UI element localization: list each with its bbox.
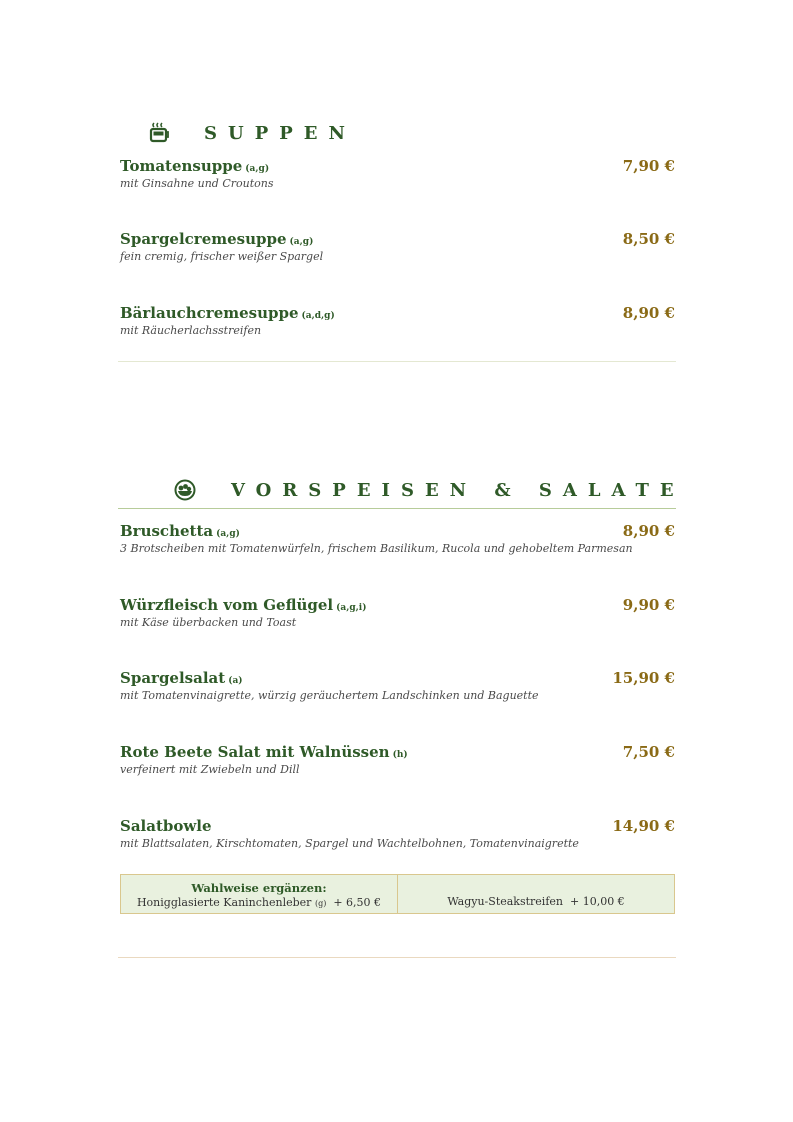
extras-option-price: + 10,00 €	[569, 895, 625, 908]
item-description: mit Ginsahne und Croutons	[120, 177, 274, 190]
item-description: mit Tomatenvinaigrette, würzig geräuchertem Landschinken und Baguette	[120, 689, 539, 702]
item-price: 8,90 €	[622, 522, 675, 540]
item-price: 8,90 €	[622, 304, 675, 322]
section-title-vorspeisen-salate	[174, 479, 685, 501]
item-description: 3 Brotscheiben mit Tomatenwürfeln, frischem Basilikum, Rucola und gehobeltem Parmesan	[120, 542, 633, 555]
extras-option-2	[397, 875, 674, 913]
section-title-underline	[118, 508, 676, 509]
extras-option-name: Wagyu-Steakstreifen	[447, 895, 563, 908]
item-description: mit Käse überbacken und Toast	[120, 616, 297, 629]
item-allergens: (a,g)	[245, 164, 270, 174]
item-allergens: (h)	[392, 750, 408, 760]
item-price: 8,50 €	[622, 230, 675, 248]
section-title-suppen	[148, 122, 356, 144]
item-allergens: (a,d,g)	[301, 311, 335, 321]
item-description: fein cremig, frischer weißer Spargel	[120, 250, 324, 263]
item-allergens: (a,g)	[216, 529, 240, 539]
salad-bowl-icon	[174, 479, 196, 501]
item-price: 9,90 €	[622, 596, 675, 614]
item-name: Tomatensuppe	[120, 157, 243, 175]
extras-option-allergens: (g)	[314, 899, 327, 908]
item-name: Spargelsalat	[120, 669, 226, 687]
item-allergens: (a)	[228, 676, 243, 686]
item-price: 15,90 €	[612, 669, 675, 687]
section-title-text: SUPPEN	[204, 122, 356, 144]
extras-heading: Wahlweise ergänzen:	[191, 881, 327, 895]
item-name: Salatbowle	[120, 817, 212, 835]
soup-pot-icon	[148, 122, 170, 144]
extras-option-1	[121, 875, 397, 913]
extras-box	[120, 874, 675, 914]
item-name: Rote Beete Salat mit Walnüssen	[120, 743, 390, 761]
section-title-text: VORSPEISEN & SALATE	[231, 479, 685, 501]
section-divider	[118, 361, 676, 362]
extras-option-price: + 6,50 €	[333, 896, 382, 909]
section-divider	[118, 957, 676, 958]
item-name: Bärlauchcremesuppe	[120, 304, 299, 322]
item-price: 7,90 €	[622, 157, 675, 175]
item-name: Spargelcremesuppe	[120, 230, 287, 248]
item-description: mit Räucherlachsstreifen	[120, 324, 262, 337]
extras-option-name: Honigglasierte Kaninchenleber	[136, 896, 312, 909]
item-description: mit Blattsalaten, Kirschtomaten, Spargel und Wachtelbohnen, Tomatenvinaigrette	[120, 837, 579, 850]
item-name: Bruschetta	[120, 522, 214, 540]
item-name: Würzfleisch vom Geflügel	[120, 596, 334, 614]
item-price: 14,90 €	[612, 817, 675, 835]
item-allergens: (a,g,i)	[336, 603, 367, 613]
item-price: 7,50 €	[622, 743, 675, 761]
item-allergens: (a,g)	[289, 237, 314, 247]
item-description: verfeinert mit Zwiebeln und Dill	[120, 763, 300, 776]
